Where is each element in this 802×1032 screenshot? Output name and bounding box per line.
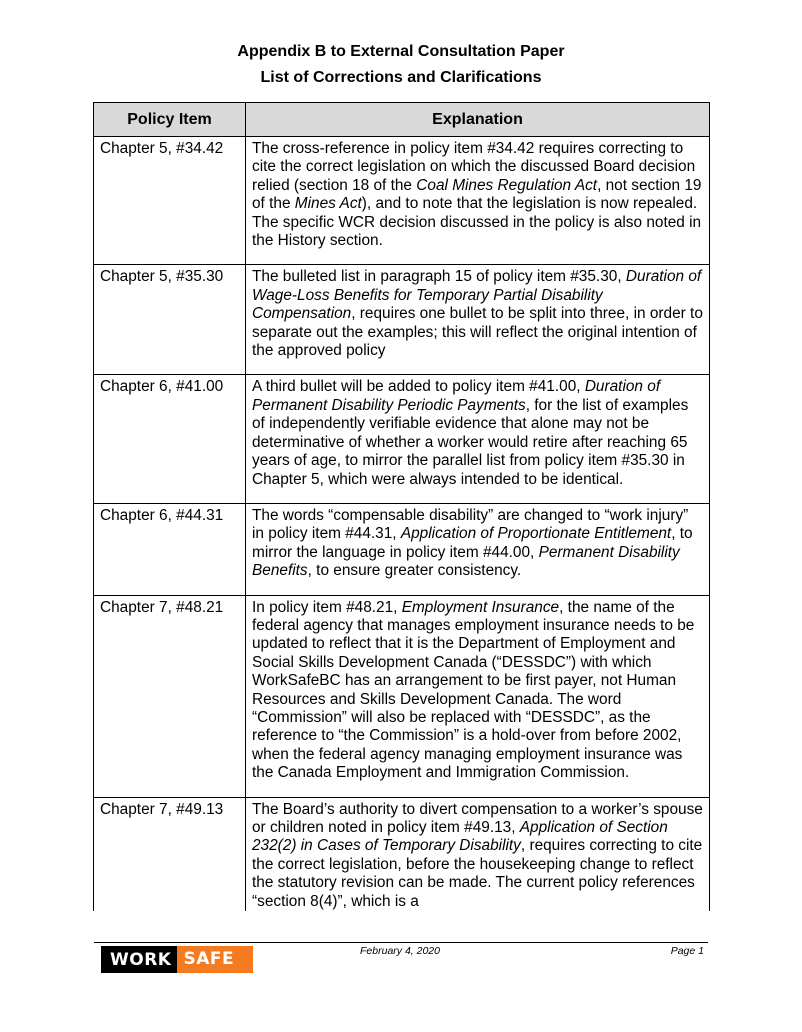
explanation-cell <box>246 503 710 595</box>
table-header-row <box>94 103 710 137</box>
policy-item-cell: Chapter 5, #34.42 <box>94 137 246 265</box>
footer-date: February 4, 2020 <box>360 945 440 957</box>
policy-item-cell: Chapter 6, #41.00 <box>94 375 246 503</box>
explanation-text: , not section 19 of the <box>252 176 702 213</box>
italic-title-text: Employment Insurance <box>401 598 560 616</box>
explanation-text: The cross-reference in policy item #34.42 requires correcting to cite the correct legislation on which the discussed Board decision relied (section 18 of the <box>252 140 696 194</box>
policy-item-cell: Chapter 7, #48.21 <box>94 595 246 797</box>
worksafebc-logo <box>101 946 253 996</box>
logo-text-work: WORK <box>110 949 172 970</box>
table-row <box>94 503 710 595</box>
explanation-text: , to mirror the language in policy item #44.00, <box>252 525 693 561</box>
explanation-text: , requires correcting to cite the correct legislation, before the housekeeping change to reflect the statutory revision can be made. The current policy references “section 8(4)”, which is a <box>252 837 703 910</box>
explanation-text: In policy item #48.21, <box>252 598 402 616</box>
italic-title-text: Duration of Wage-Loss Benefits for Temporary Partial Disability Compensation <box>252 268 702 323</box>
document-title: Appendix B to External Consultation Paper <box>237 43 565 60</box>
explanation-text: , for the list of examples of independently verifiable evidence that alone may not be determinative of whether a worker would retire after reaching 65 years of age, to mirror the parallel list from policy item #35.30 in Chapter 5, which were always intended to be identical. <box>252 396 689 488</box>
explanation-cell <box>246 595 710 797</box>
explanation-text: The bulleted list in paragraph 15 of policy item #35.30, <box>252 268 626 286</box>
table-row <box>94 797 710 911</box>
explanation-text: , the name of the federal agency that manages employment insurance needs to be updated to reflect that it is the Department of Employment and Social Skills Development Canada (“DESSDC”) with which WorkSafeBC has an arrangement to be first payer, not Human Resources and Skills Development Canada. The word “Commission” will also be replaced with “DESSDC”, as the reference to “the Commission” is a hold-over from before 2002, when the federal agency managing employment insurance was the Canada Employment and Immigration Commission. <box>252 598 695 782</box>
explanation-text: The words “compensable disability” are changed to “work injury” in policy item #44.31, <box>252 506 689 543</box>
explanation-text: , requires one bullet to be split into three, in order to separate out the examples; this will reflect the original intention of the approved policy <box>252 305 703 360</box>
header-policy-item: Policy Item <box>94 103 246 137</box>
italic-title-text: Application of Proportionate Entitlement <box>400 525 672 543</box>
italic-title-text: Duration of Permanent Disability Periodic Payments <box>252 378 661 414</box>
policy-item-cell: Chapter 7, #49.13 <box>94 797 246 911</box>
explanation-cell <box>246 797 710 911</box>
header-explanation: Explanation <box>246 103 710 137</box>
explanation-text: , to ensure greater consistency. <box>307 562 522 580</box>
footer-page-number: Page 1 <box>670 945 704 957</box>
explanation-text: ), and to note that the legislation is now repealed. The specific WCR decision discussed in the policy is also noted in the History section. <box>252 195 702 250</box>
policy-item-cell: Chapter 5, #35.30 <box>94 265 246 375</box>
policy-item-cell: Chapter 6, #44.31 <box>94 503 246 595</box>
explanation-text: A third bullet will be added to policy item #41.00, <box>252 378 585 396</box>
corrections-table <box>93 102 710 911</box>
table-row <box>94 595 710 797</box>
italic-title-text: Permanent Disability Benefits <box>252 543 680 580</box>
explanation-cell <box>246 375 710 503</box>
explanation-text: The Board’s authority to divert compensation to a worker’s spouse or children noted in policy item #49.13, <box>252 800 703 836</box>
table-row <box>94 137 710 265</box>
table-row <box>94 265 710 375</box>
italic-title-text: Mines Act <box>294 195 362 213</box>
logo-text-safebc: SAFE BC <box>177 946 253 973</box>
footer-divider <box>94 942 708 943</box>
italic-title-text: Coal Mines Regulation Act <box>416 176 598 194</box>
italic-title-text: Application of Section 232(2) in Cases of Temporary Disability <box>252 819 668 855</box>
explanation-cell <box>246 137 710 265</box>
table-row <box>94 375 710 503</box>
explanation-cell <box>246 265 710 375</box>
document-subtitle: List of Corrections and Clarifications <box>260 69 542 86</box>
